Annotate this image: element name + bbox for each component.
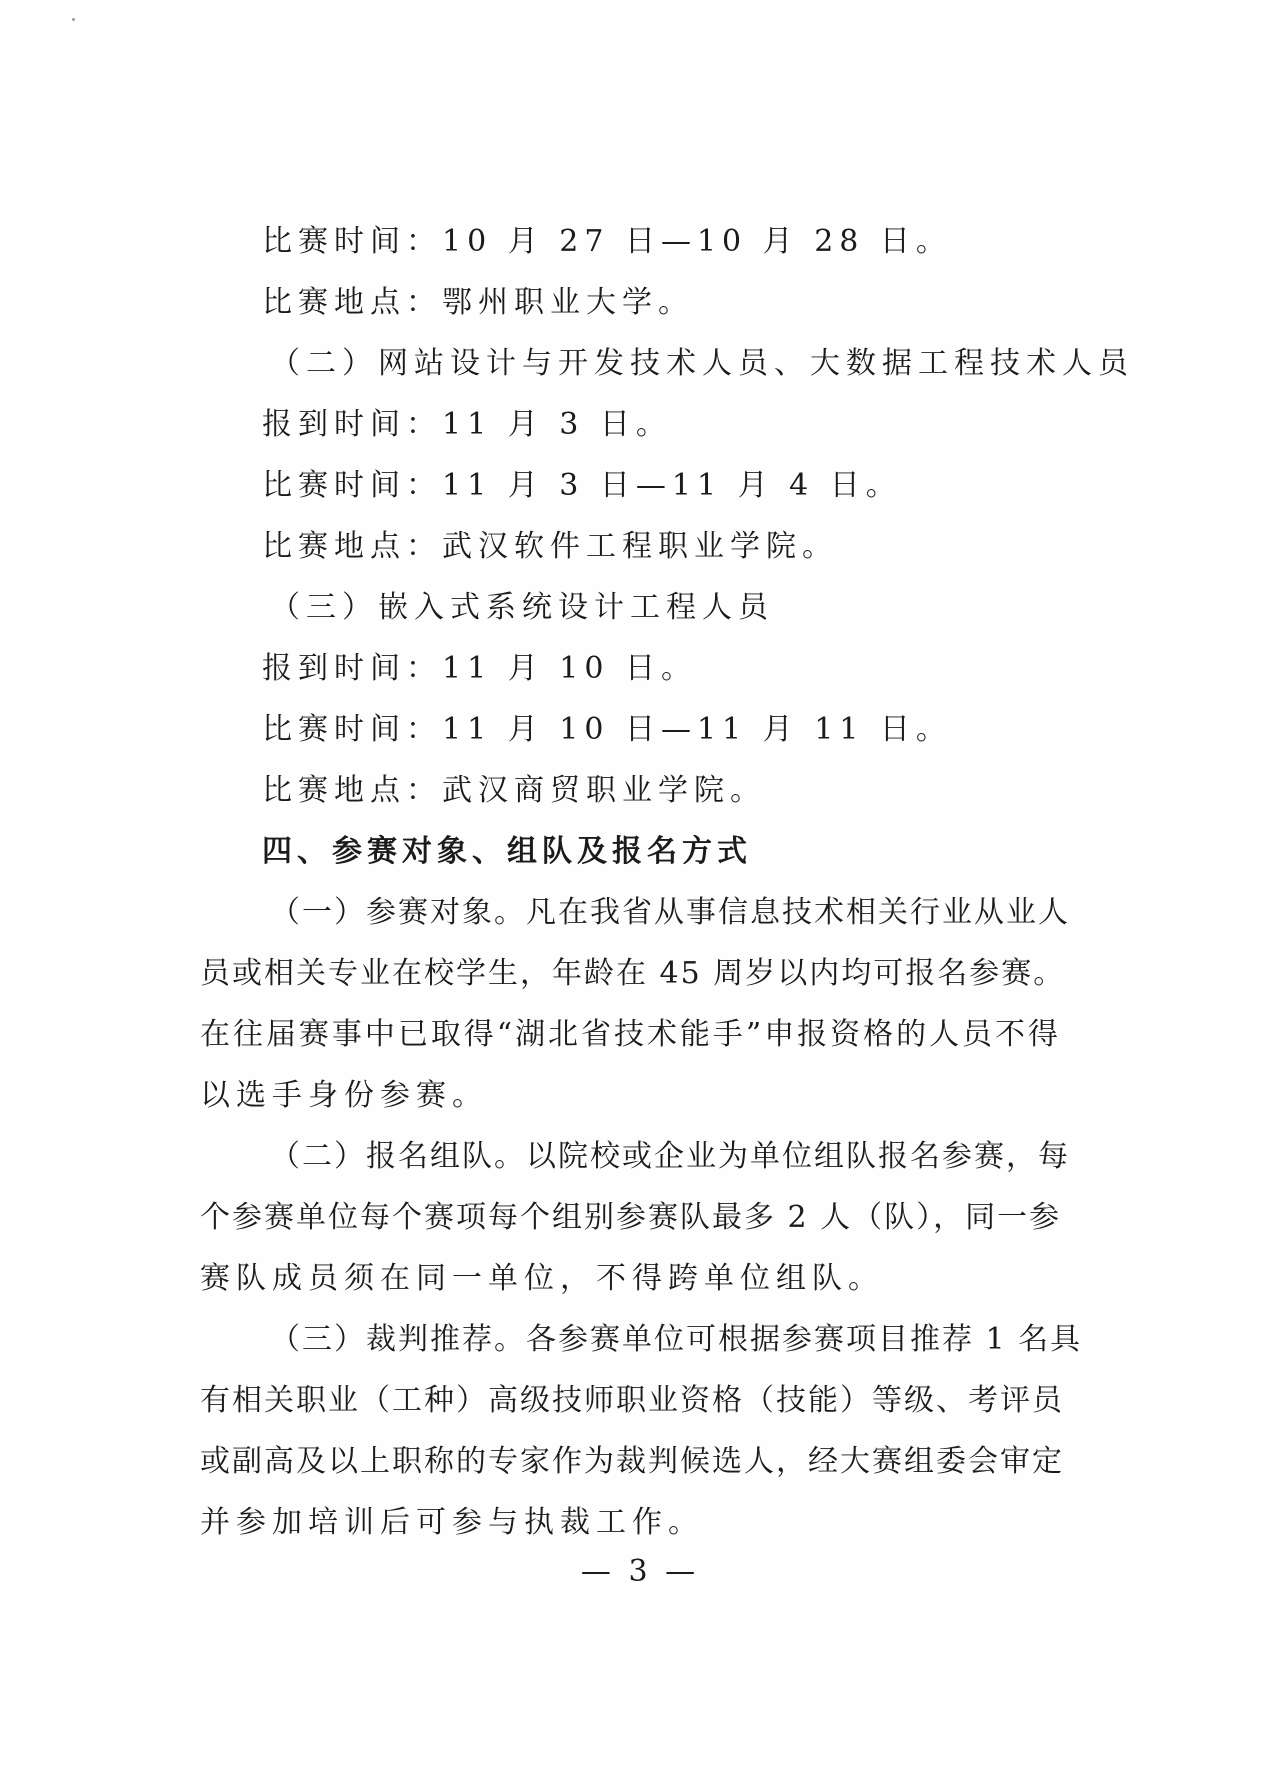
competition-venue-line: 比赛地点：武汉软件工程职业学院。 (262, 529, 838, 564)
competition-venue-line: 比赛地点：武汉商贸职业学院。 (262, 773, 766, 808)
scan-speck (72, 18, 75, 21)
paragraph-1-line-4: 以选手身份参赛。 (200, 1078, 488, 1113)
paragraph-2-line-2: 个参赛单位每个赛项每个组别参赛队最多 2 人（队），同一参 (200, 1200, 1062, 1235)
paragraph-1-line-3: 在往届赛事中已取得“湖北省技术能手”申报资格的人员不得 (200, 1017, 1060, 1052)
competition-time-line: 比赛时间：10 月 27 日—10 月 28 日。 (262, 224, 952, 259)
paragraph-1-line-2: 员或相关专业在校学生，年龄在 45 周岁以内均可报名参赛。 (200, 956, 1066, 991)
paragraph-2-line-1: （二）报名组队。以院校或企业为单位组队报名参赛，每 (270, 1139, 1070, 1174)
paragraph-3-line-3: 或副高及以上职称的专家作为裁判候选人，经大赛组委会审定 (200, 1444, 1064, 1479)
section-heading-2: （二）网站设计与开发技术人员、大数据工程技术人员 (270, 346, 1134, 381)
paragraph-3-line-2: 有相关职业（工种）高级技师职业资格（技能）等级、考评员 (200, 1383, 1064, 1418)
competition-time-line: 比赛时间：11 月 3 日—11 月 4 日。 (262, 468, 902, 503)
paragraph-3-line-1: （三）裁判推荐。各参赛单位可根据参赛项目推荐 1 名具 (270, 1322, 1083, 1357)
competition-venue-line: 比赛地点：鄂州职业大学。 (262, 285, 694, 320)
registration-time-line: 报到时间：11 月 10 日。 (262, 651, 697, 686)
competition-time-line: 比赛时间：11 月 10 日—11 月 11 日。 (262, 712, 952, 747)
paragraph-1-line-1: （一）参赛对象。凡在我省从事信息技术相关行业从业人 (270, 895, 1070, 930)
paragraph-3-line-4: 并参加培训后可参与执裁工作。 (200, 1505, 704, 1540)
page-number: — 3 — (580, 1554, 700, 1589)
chapter-heading: 四、参赛对象、组队及报名方式 (262, 834, 752, 869)
paragraph-2-line-3: 赛队成员须在同一单位，不得跨单位组队。 (200, 1261, 884, 1296)
section-heading-3: （三）嵌入式系统设计工程人员 (270, 590, 774, 625)
registration-time-line: 报到时间：11 月 3 日。 (262, 407, 672, 442)
